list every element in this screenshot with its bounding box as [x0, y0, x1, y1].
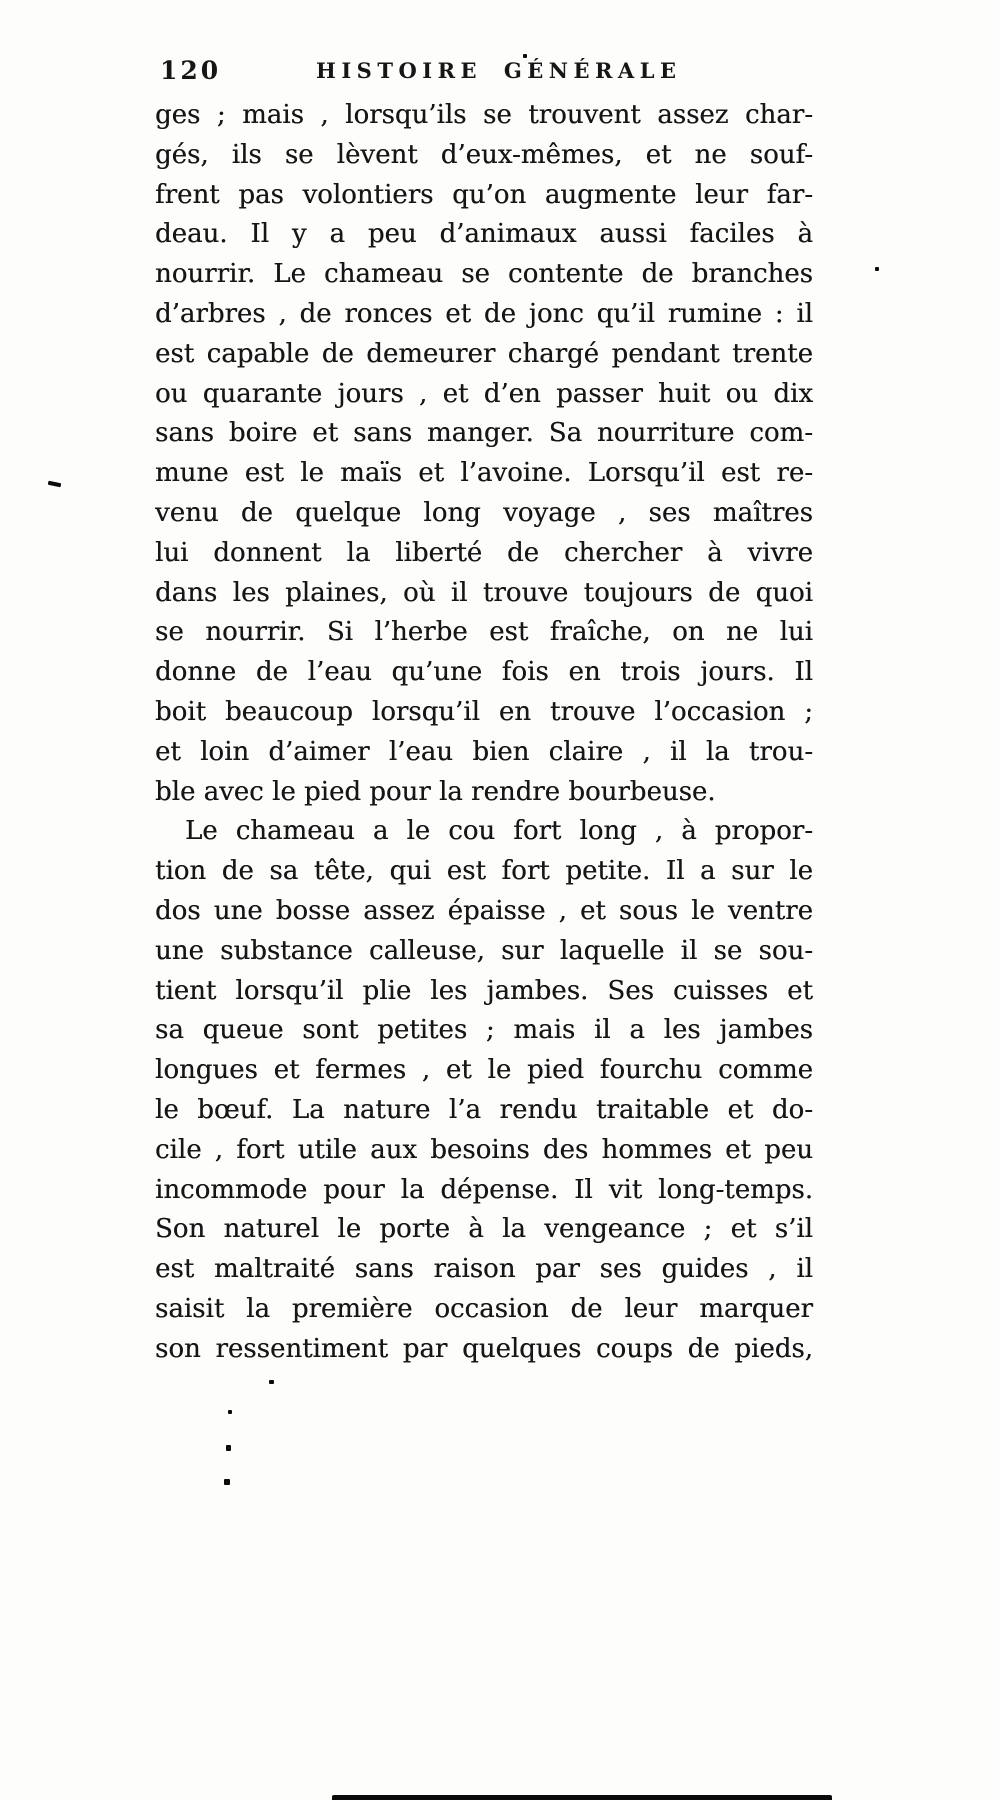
text-line: Son naturel le porte à la vengeance ; et s’il: [155, 1214, 813, 1245]
paragraph: [155, 96, 813, 812]
text-line: deau. Il y a peu d’animaux aussi faciles à: [155, 219, 813, 250]
text-line: venu de quelque long voyage , ses maîtres: [155, 497, 813, 528]
text-line: est maltraité sans raison par ses guides , il: [155, 1254, 813, 1285]
text-line: d’arbres , de ronces et de jonc qu’il rumine : il: [155, 298, 813, 329]
scan-speck: [523, 54, 527, 58]
text-line: son ressentiment par quelques coups de pieds,: [155, 1333, 813, 1364]
text-line: donne de l’eau qu’une fois en trois jours. Il: [155, 657, 813, 688]
scan-speck: [224, 1479, 230, 1485]
text-line: une substance calleuse, sur laquelle il se sou-: [155, 935, 813, 966]
text-line: sa queue sont petites ; mais il a les jambes: [155, 1015, 813, 1046]
text-line: ble avec le pied pour la rendre bourbeuse.: [155, 776, 716, 807]
text-line: ou quarante jours , et d’en passer huit ou dix: [155, 378, 813, 409]
text-line: boit beaucoup lorsqu’il en trouve l’occasion ;: [155, 696, 813, 727]
page-header: [0, 54, 1000, 88]
page-number: 120: [160, 56, 222, 85]
text-line: longues et fermes , et le pied fourchu comme: [155, 1055, 813, 1086]
text-line: sans boire et sans manger. Sa nourriture com-: [155, 418, 813, 449]
text-line: lui donnent la liberté de chercher à vivre: [155, 537, 813, 568]
paragraph: [155, 812, 813, 1369]
text-line: est capable de demeurer chargé pendant trente: [155, 338, 813, 369]
body-text: [155, 96, 813, 1370]
text-line: dos une bosse assez épaisse , et sous le ventre: [155, 895, 813, 926]
scan-speck: [228, 1410, 232, 1414]
text-line: se nourrir. Si l’herbe est fraîche, on ne lui: [155, 617, 813, 648]
page-edge-artifact: [332, 1795, 832, 1800]
text-line: incommode pour la dépense. Il vit long-temps.: [155, 1174, 813, 1205]
text-line: gés, ils se lèvent d’eux-mêmes, et ne souf-: [155, 139, 813, 170]
text-line: saisit la première occasion de leur marquer: [155, 1293, 813, 1324]
scan-speck: [226, 1445, 231, 1451]
text-line: dans les plaines, où il trouve toujours de quoi: [155, 577, 813, 608]
text-line: nourrir. Le chameau se contente de branches: [155, 259, 813, 290]
scan-speck: [269, 1380, 274, 1384]
text-line: et loin d’aimer l’eau bien claire , il la trou-: [155, 736, 813, 767]
text-line: frent pas volontiers qu’on augmente leur far-: [155, 179, 813, 210]
scan-speck: [875, 267, 879, 271]
text-line: ges ; mais , lorsqu’ils se trouvent assez char-: [155, 100, 813, 130]
text-line: tient lorsqu’il plie les jambes. Ses cuisses et: [155, 975, 813, 1006]
text-line: cile , fort utile aux besoins des hommes et peu: [155, 1134, 813, 1165]
text-line: le bœuf. La nature l’a rendu traitable et do-: [155, 1094, 813, 1125]
running-title: HISTOIRE GÉNÉRALE: [316, 58, 682, 83]
scan-speck: [48, 481, 62, 488]
text-line: Le chameau a le cou fort long , à propor-: [185, 816, 813, 847]
text-line: tion de sa tête, qui est fort petite. Il a sur le: [155, 856, 813, 887]
text-line: mune est le maïs et l’avoine. Lorsqu’il est re-: [155, 458, 813, 489]
